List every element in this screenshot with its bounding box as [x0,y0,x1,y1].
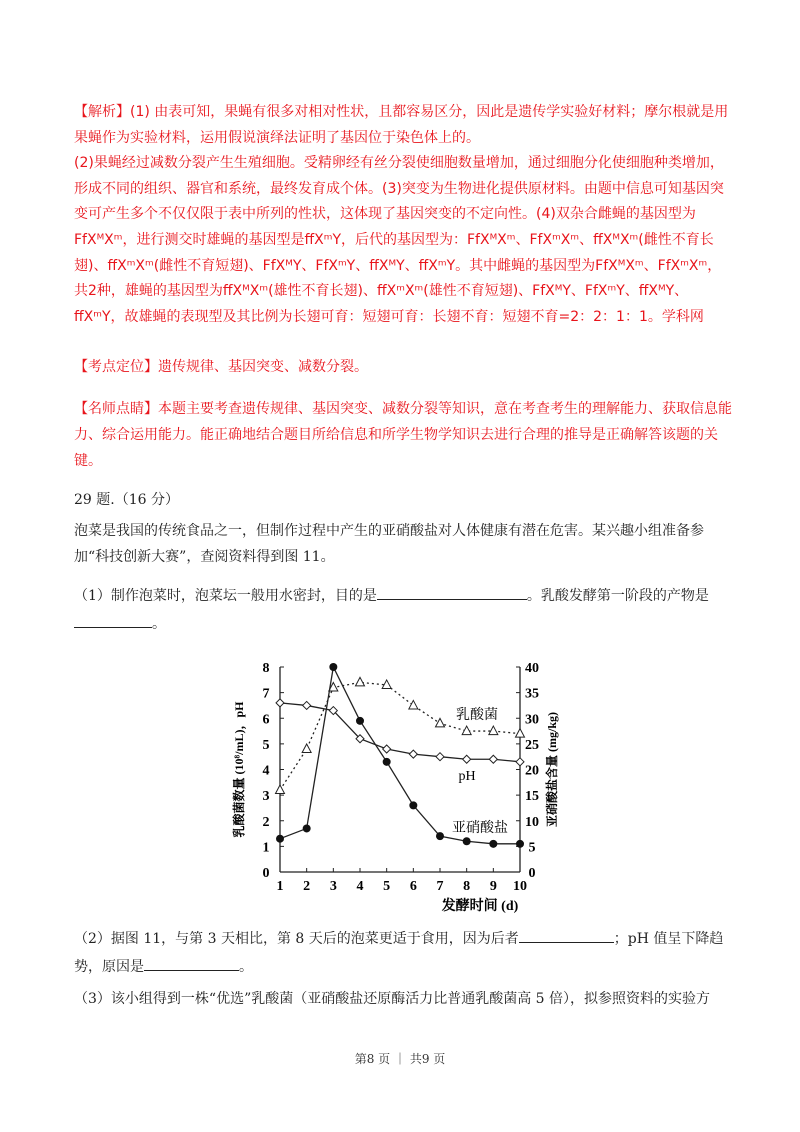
right-tick-label: 25 [525,737,539,753]
figure-11-chart [225,652,565,914]
left-tick-label: 1 [262,840,270,856]
data-point-bacteria [436,718,445,727]
exam-points: 【考点定位】遗传规律、基因突变、减数分裂。 [74,359,368,375]
data-point-bacteria [516,729,525,738]
data-point-nitrite [356,717,364,725]
data-point-ph [383,745,391,753]
answer-blank[interactable] [74,613,152,628]
teacher-comment: 【名师点睛】本题主要考查遗传规律、基因突变、减数分裂等知识，意在考查考生的理解能力、获取信息能力、综合运用能力。能正确地结合题目所给信息和所学生物学知识去进行合理的推导是正确解答该题的关键。 [74,401,732,469]
q1-text-b: 。乳酸发酵第一阶段的产物是 [526,588,709,604]
question-1 [74,582,734,638]
left-axis-label: 乳酸菌数量 (10⁸/mL)，pH [232,701,246,838]
data-point-bacteria [302,744,311,753]
left-tick-label: 6 [262,712,270,728]
x-tick-label: 10 [513,879,527,894]
data-point-ph [516,758,524,766]
answer-blank[interactable] [144,956,239,971]
data-point-ph [489,755,497,763]
right-tick-label: 20 [525,763,539,779]
data-point-nitrite [303,824,311,832]
question-3: （3）该小组得到一株“优选”乳酸菌（亚硝酸盐还原酶活力比普通乳酸菌高 5 倍），拟参照资料的实验方 [74,991,711,1007]
x-tick-label: 3 [329,879,337,894]
data-point-nitrite [276,835,284,843]
x-tick-label: 1 [276,879,284,894]
left-tick-label: 4 [262,763,270,779]
right-tick-label: 30 [525,712,539,728]
data-point-nitrite [516,840,524,848]
left-tick-label: 0 [262,866,270,881]
q1-text-a: （1）制作泡菜时，泡菜坛一般用水密封，目的是 [74,588,377,604]
data-point-ph [463,755,471,763]
data-point-nitrite [436,832,444,840]
right-tick-label: 15 [525,789,539,805]
x-tick-label: 9 [489,879,497,894]
right-axis-label: 亚硝酸盐含量 (mg/kg) [545,712,559,827]
right-tick-label: 40 [525,661,539,676]
data-point-nitrite [463,837,471,845]
left-tick-label: 8 [262,661,270,676]
data-point-bacteria [276,785,285,794]
answer-blank[interactable] [519,928,614,943]
data-point-bacteria [489,726,498,735]
data-point-nitrite [383,758,391,766]
data-point-nitrite [329,663,337,671]
left-tick-label: 7 [262,686,270,702]
right-tick-label: 0 [528,866,536,881]
right-tick-label: 5 [528,840,536,856]
q2-text-c: 。 [239,959,253,975]
data-point-ph [409,750,417,758]
left-tick-label: 3 [262,789,270,805]
data-point-ph [276,699,284,707]
analysis-paragraph-2: (2)果蝇经过减数分裂产生生殖细胞。受精卵经有丝分裂使细胞数量增加，通过细胞分化使细胞种类增加，形成不同的组织、器官和系统，最终发育成个体。(3)突变为生物进化提供原材料。由题中信息可知基因突变可产生多个不仅仅限于表中所列的性状，这体现了基因突变的不定向性。(4)双杂合雌蝇的基因型为FfXᴹXᵐ，进行测交时雄蝇的基因型是ffXᵐY，后代的基因型为：FfXᴹXᵐ、FfXᵐXᵐ、ffXᴹXᵐ(雌性不育长翅)、ffXᵐXᵐ(雌性不育短翅)、FfXᴹY、FfXᵐY、ffXᴹY、ffXᵐY。其中雌蝇的基因型为FfXᴹXᵐ、FfXᵐXᵐ，共2种，雄蝇的基因型为ffXᴹXᵐ(雄性不育长翅)、ffXᵐXᵐ(雄性不育短翅)、FfXᴹY、FfXᵐY、ffXᴹY、ffXᵐY，故雄蝇的表现型及其比例为长翅可育：短翅可育：长翅不育：短翅不育=2：2：1：1。学科网 [74,155,724,325]
x-tick-label: 6 [409,879,417,894]
question-number: 29 题.（16 分） [74,492,179,508]
analysis-paragraph-1: 【解析】(1) 由表可知，果蝇有很多对相对性状，且都容易区分，因此是遗传学实验好材料；摩尔根就是用果蝇作为实验材料，运用假说演绎法证明了基因位于染色体上的。 [74,104,729,146]
x-axis-label: 发酵时间 (d) [441,899,519,914]
answer-blank[interactable] [377,585,527,600]
right-tick-label: 10 [525,814,539,830]
question-intro: 泡菜是我国的传统食品之一，但制作过程中产生的亚硝酸盐对人体健康有潜在危害。某兴趣小组准备参加“科技创新大赛”，查阅资料得到图 11。 [74,523,704,565]
data-point-ph [303,701,311,709]
left-tick-label: 5 [262,737,270,753]
data-point-ph [436,753,444,761]
series-label: 乳酸菌 [456,708,498,723]
data-point-nitrite [489,840,497,848]
x-tick-label: 4 [356,879,364,894]
page-footer: 第8 页 ｜ 共9 页 [354,1052,446,1066]
series-label: 亚硝酸盐 [452,821,508,836]
right-tick-label: 35 [525,686,539,702]
x-tick-label: 5 [383,879,391,894]
q1-text-c: 。 [152,616,166,632]
left-tick-label: 2 [262,814,270,830]
data-point-bacteria [409,700,418,709]
series-line-circle [280,667,520,844]
x-tick-label: 2 [303,879,311,894]
analysis-section [74,100,734,330]
data-point-nitrite [409,801,417,809]
q2-text-b: ；pH 值呈下降趋势，原因是 [74,931,724,975]
x-tick-label: 7 [436,879,444,894]
q2-text-a: （2）据图 11，与第 3 天相比，第 8 天后的泡菜更适于食用，因为后者 [74,931,519,947]
x-tick-label: 8 [463,879,471,894]
data-point-bacteria [356,677,365,686]
question-2 [74,925,734,981]
series-label: pH [458,769,476,784]
